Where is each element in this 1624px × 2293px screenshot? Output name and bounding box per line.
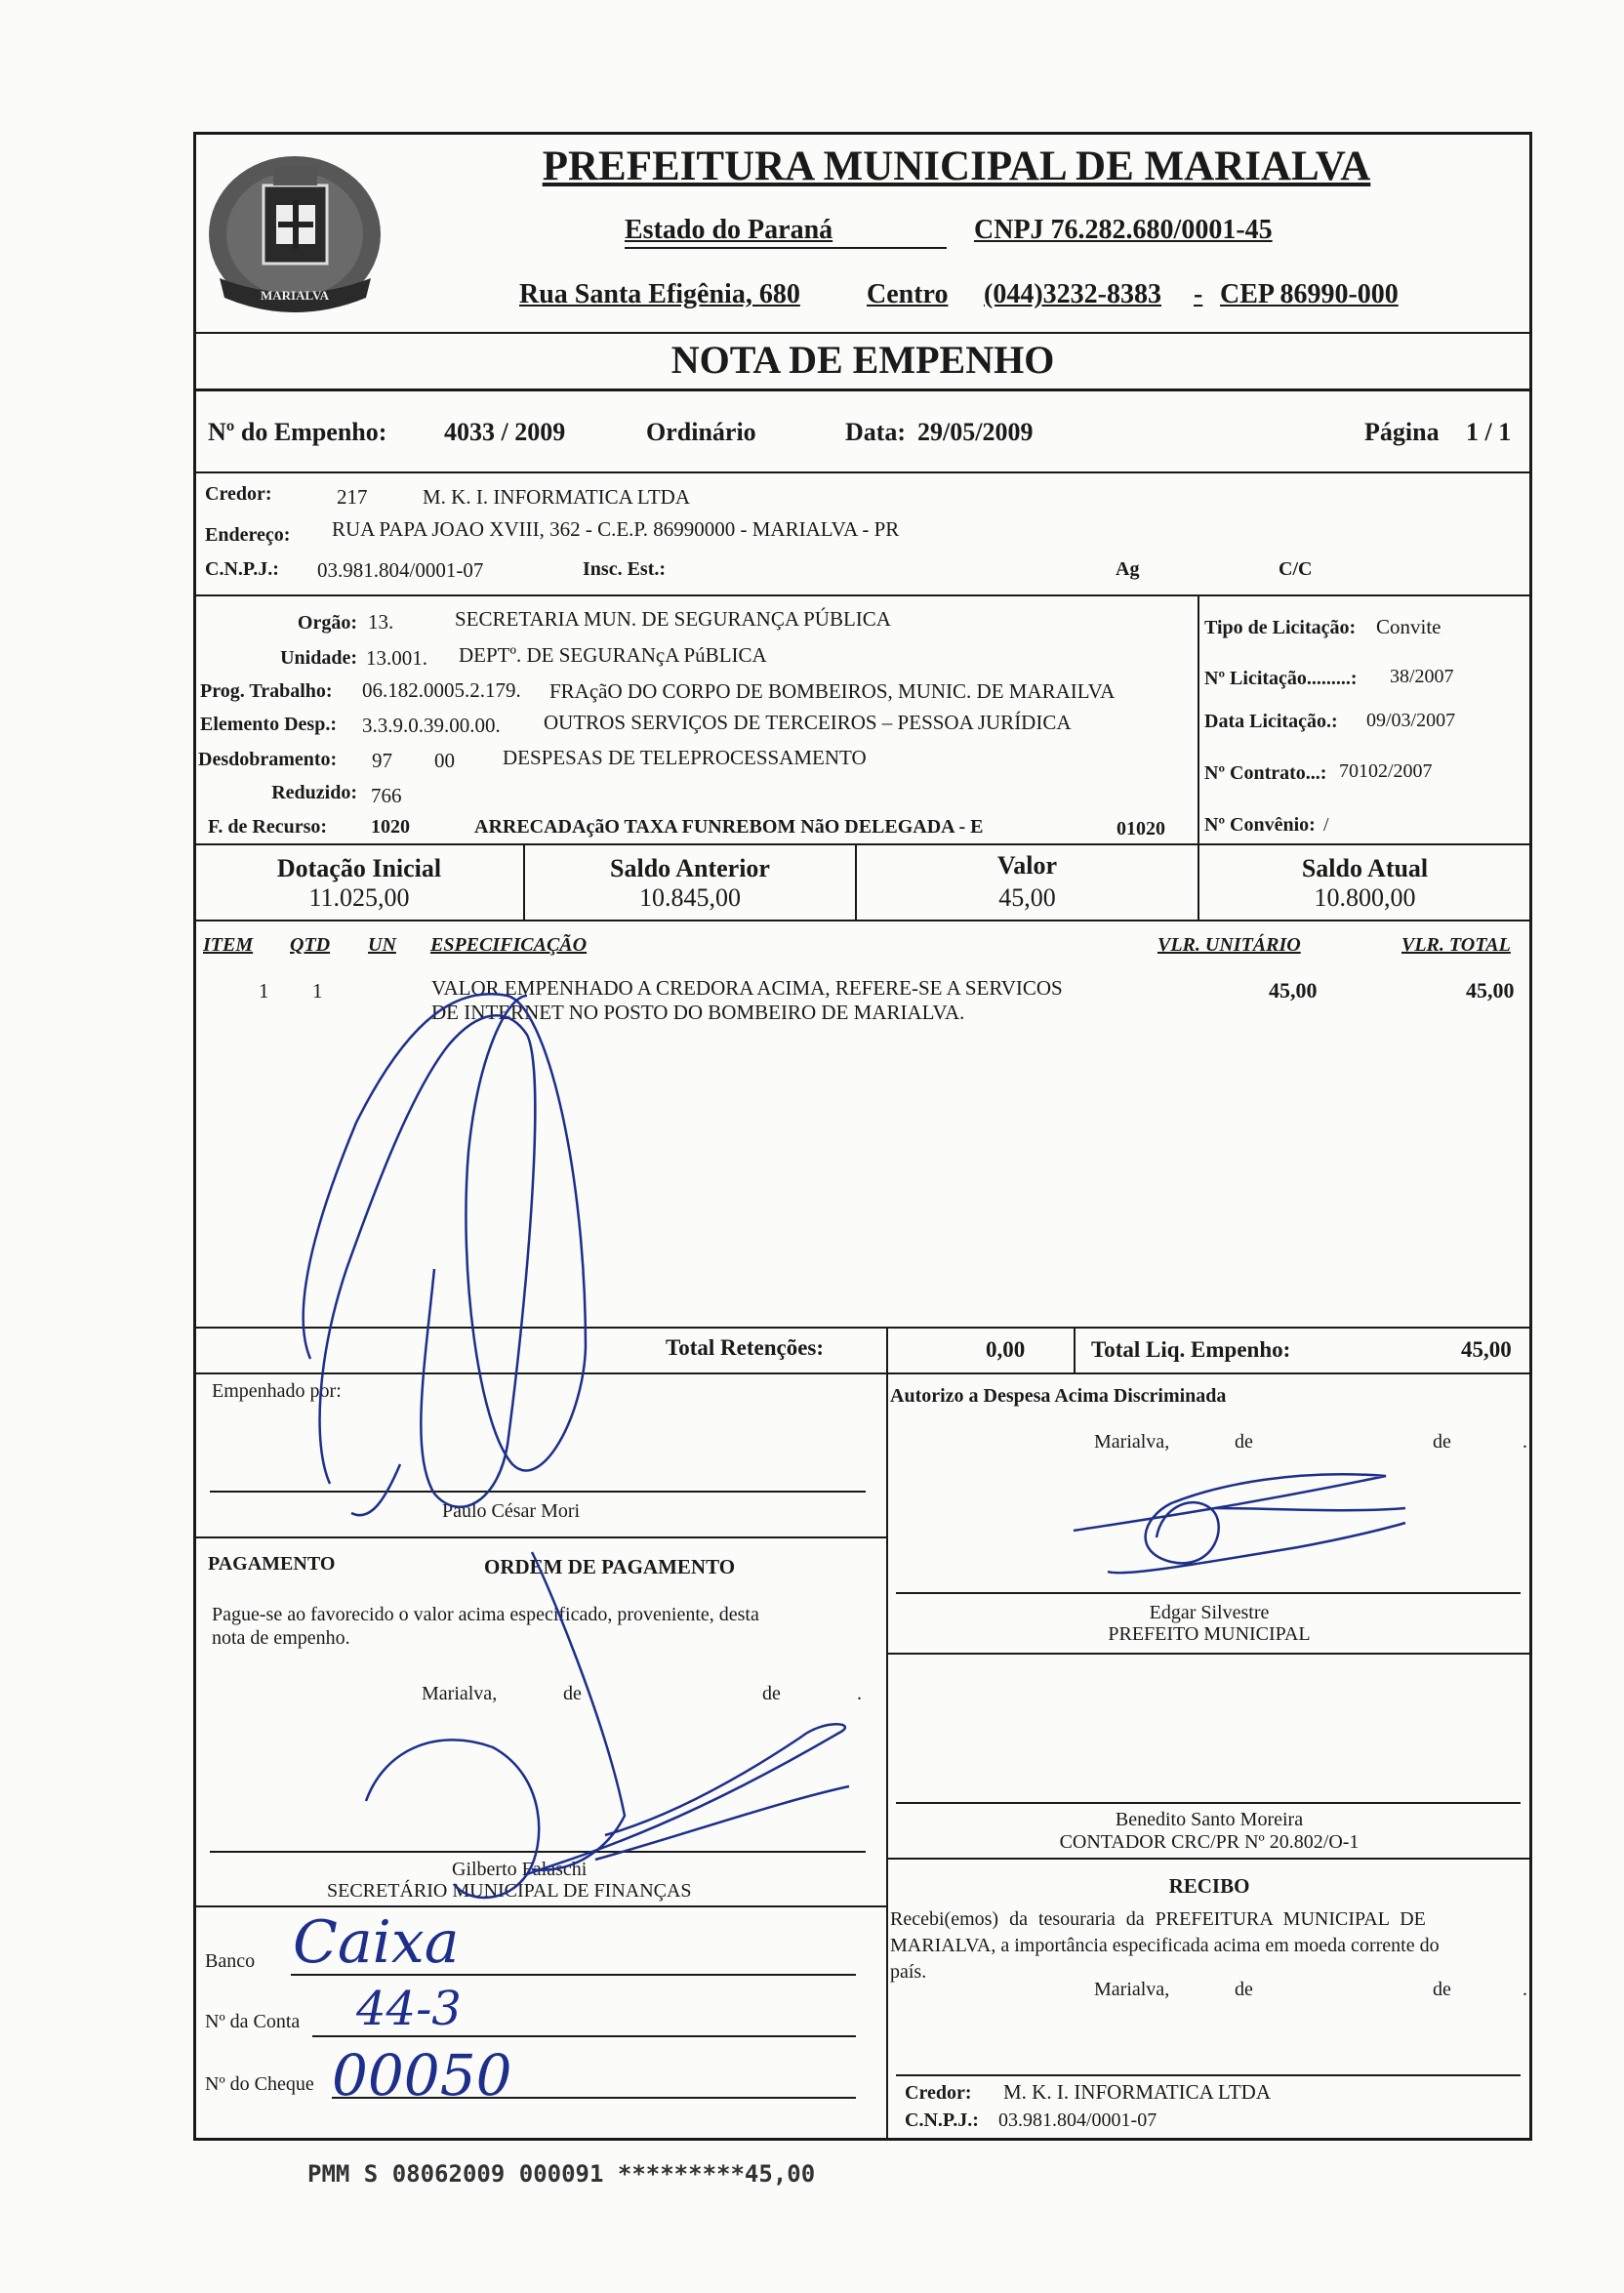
valor-label: Valor [996, 851, 1058, 880]
secretario-title: SECRETÁRIO MUNICIPAL DE FINANÇAS [327, 1880, 692, 1902]
recibo-cnpj-value: 03.981.804/0001-07 [998, 2109, 1157, 2131]
document-type-title: NOTA DE EMPENHO [670, 338, 1055, 382]
header-phone: (044)3232-8383 [984, 279, 1161, 309]
column-header-total-value: VLR. TOTAL [1401, 934, 1511, 956]
cnpj-label: C.N.P.J.: [205, 558, 279, 580]
divider-vertical [1074, 1327, 1076, 1372]
autorizo-city: Marialva, [1094, 1431, 1170, 1453]
header-cep: CEP 86990-000 [1220, 279, 1399, 309]
contrato-value: 70102/2007 [1339, 760, 1433, 782]
valor-value: 45,00 [998, 883, 1056, 912]
dotacao-value: 11.025,00 [308, 883, 410, 912]
recibo-credor-label: Credor: [905, 2082, 972, 2104]
divider-vertical [1198, 594, 1199, 843]
payment-stamp: PMM S 08062009 000091 *********45,00 [307, 2160, 816, 2188]
convenio-value: / [1323, 814, 1329, 836]
credor-name: M. K. I. INFORMATICA LTDA [423, 485, 690, 509]
state-underline [625, 247, 947, 249]
divider [195, 1536, 886, 1538]
signature-line [896, 1592, 1521, 1594]
header-cnpj: CNPJ 76.282.680/0001-45 [974, 215, 1273, 245]
autorizo-de-2: de [1433, 1431, 1451, 1453]
tipo-licitacao-label: Tipo de Licitação: [1204, 617, 1357, 638]
total-liquido-label: Total Liq. Empenho: [1091, 1337, 1291, 1362]
tipo-licitacao-value: Convite [1376, 615, 1441, 638]
item-number: 1 [259, 979, 269, 1003]
saldo-atual-value: 10.800,00 [1314, 883, 1416, 912]
signature-line [210, 1851, 866, 1853]
saldo-anterior-value: 10.845,00 [639, 883, 741, 912]
address-label: Endereço: [205, 524, 291, 546]
insc-est-label: Insc. Est.: [583, 558, 667, 580]
orgao-desc: SECRETARIA MUN. DE SEGURANÇA PÚBLICA [455, 607, 891, 631]
ordem-date-dot: . [857, 1683, 862, 1704]
elemento-label: Elemento Desp.: [200, 714, 337, 735]
autorizo-date-dot: . [1522, 1431, 1527, 1453]
pague-text-line-1: Pague-se ao favorecido o valor acima especificado, proveniente, desta [212, 1604, 759, 1625]
ordem-pagamento-heading: ORDEM DE PAGAMENTO [484, 1555, 736, 1578]
item-spec-line-1: VALOR EMPENHADO A CREDORA ACIMA, REFERE-SE A SERVICOS [431, 976, 1063, 1000]
reduzido-label: Reduzido: [271, 782, 357, 803]
state-name: Estado do Paraná [625, 215, 833, 245]
divider [195, 843, 1530, 845]
data-licitacao-label: Data Licitação.: [1204, 711, 1338, 732]
reduzido-value: 766 [371, 784, 402, 807]
divider-vertical [886, 1372, 888, 2141]
total-liquido-value: 45,00 [1461, 1337, 1512, 1362]
licitacao-number: 38/2007 [1390, 666, 1454, 687]
desdobramento-subcode: 00 [434, 749, 455, 772]
item-total-value: 45,00 [1466, 978, 1515, 1003]
convenio-label: Nº Convênio: [1204, 814, 1316, 836]
signature-line [896, 2074, 1521, 2076]
recurso-code-2: 01020 [1116, 818, 1165, 839]
prog-trabalho-code: 06.182.0005.2.179. [362, 678, 521, 702]
divider [886, 1858, 1530, 1860]
prog-trabalho-label: Prog. Trabalho: [200, 680, 333, 702]
column-header-spec: ESPECIFICAÇÃO [430, 934, 588, 956]
secretario-name: Gilberto Falaschi [452, 1859, 588, 1880]
item-spec-line-2: DE INTERNET NO POSTO DO BOMBEIRO DE MARIALVA. [431, 1001, 965, 1024]
prefeito-title: PREFEITO MUNICIPAL [1108, 1623, 1311, 1645]
recibo-de-1: de [1235, 1979, 1253, 2000]
signature-line [896, 1802, 1521, 1804]
page-label: Página [1364, 418, 1440, 446]
recibo-credor-name: M. K. I. INFORMATICA LTDA [1003, 2080, 1271, 2104]
recibo-text-line-3: país. [890, 1961, 927, 1983]
divider [195, 332, 1530, 334]
recibo-date-dot: . [1522, 1979, 1527, 2000]
desdobramento-desc: DESPESAS DE TELEPROCESSAMENTO [503, 746, 867, 769]
autorizo-text: Autorizo a Despesa Acima Discriminada [890, 1385, 1227, 1407]
divider [195, 1372, 1530, 1374]
crest-banner-text: MARIALVA [261, 288, 330, 303]
retencoes-value: 0,00 [986, 1337, 1026, 1362]
recibo-text-line-2: MARIALVA, a importância especificada acima em moeda corrente do [890, 1935, 1440, 1956]
recibo-text-line-1: Recebi(emos) da tesouraria da PREFEITURA MUNICIPAL DE [890, 1908, 1426, 1930]
conta-handwritten: 44-3 [356, 1982, 462, 2036]
ordem-city: Marialva, [422, 1683, 498, 1704]
ag-label: Ag [1116, 558, 1140, 580]
empenhado-label: Empenhado por: [212, 1380, 342, 1402]
recibo-cnpj-label: C.N.P.J.: [905, 2109, 979, 2131]
contador-title: CONTADOR CRC/PR Nº 20.802/O-1 [1059, 1831, 1360, 1853]
column-header-qtd: QTD [290, 934, 331, 956]
signature-line [210, 1491, 866, 1493]
ordem-de-2: de [762, 1683, 781, 1704]
banco-label: Banco [205, 1950, 256, 1972]
divider [195, 1327, 1530, 1329]
recibo-city: Marialva, [1094, 1979, 1170, 2000]
header-address: Rua Santa Efigênia, 680 [519, 279, 800, 309]
divider [195, 389, 1530, 391]
divider [195, 471, 1530, 473]
page-title: PREFEITURA MUNICIPAL DE MARIALVA [542, 143, 1371, 189]
divider [886, 1653, 1530, 1655]
empenho-number-label: Nº do Empenho: [208, 418, 387, 446]
unidade-desc: DEPTº. DE SEGURANçA PúBLICA [459, 643, 767, 667]
cc-label: C/C [1279, 558, 1313, 580]
data-licitacao-value: 09/03/2007 [1366, 710, 1456, 731]
recibo-de-2: de [1433, 1979, 1451, 2000]
divider-vertical [886, 1327, 888, 1372]
elemento-code: 3.3.9.0.39.00.00. [362, 714, 501, 737]
divider [195, 920, 1530, 921]
contador-name: Benedito Santo Moreira [1115, 1809, 1304, 1830]
elemento-desc: OUTROS SERVIÇOS DE TERCEIROS – PESSOA JURÍDICA [544, 711, 1072, 734]
unidade-label: Unidade: [280, 647, 357, 669]
empenho-date-label: Data: [845, 418, 907, 446]
banco-handwritten: Caixa [293, 1908, 460, 1977]
empenho-type: Ordinário [646, 418, 756, 446]
saldo-anterior-label: Saldo Anterior [610, 854, 770, 882]
conta-label: Nº da Conta [205, 2011, 301, 2032]
credor-cnpj: 03.981.804/0001-07 [317, 558, 484, 582]
unidade-code: 13.001. [366, 646, 427, 670]
column-header-item: ITEM [203, 934, 254, 956]
pague-text-line-2: nota de empenho. [212, 1627, 350, 1649]
header-district: Centro [867, 279, 949, 309]
saldo-atual-label: Saldo Atual [1301, 854, 1429, 882]
recurso-desc: ARRECADAçãO TAXA FUNREBOM NãO DELEGADA - E [474, 816, 984, 838]
autorizo-de-1: de [1235, 1431, 1253, 1453]
cheque-handwritten: 00050 [332, 2042, 512, 2109]
prefeito-name: Edgar Silvestre [1149, 1602, 1270, 1623]
divider [195, 1905, 886, 1907]
ordem-de-1: de [563, 1683, 582, 1704]
retencoes-label: Total Retenções: [666, 1335, 825, 1360]
divider [195, 594, 1530, 596]
page-number: 1 / 1 [1466, 418, 1512, 446]
empenho-number: 4033 / 2009 [444, 418, 566, 446]
credor-code: 217 [337, 485, 368, 509]
item-unit-value: 45,00 [1269, 978, 1318, 1003]
item-qtd: 1 [312, 979, 323, 1003]
column-header-unit-value: VLR. UNITÁRIO [1157, 934, 1301, 956]
credor-label: Credor: [205, 483, 272, 505]
empenhado-name: Paulo César Mori [442, 1500, 581, 1522]
licitacao-number-label: Nº Licitação.........: [1204, 668, 1358, 689]
municipal-crest [200, 142, 390, 327]
recibo-heading: RECIBO [1168, 1874, 1250, 1898]
header-cep-separator: - [1194, 279, 1203, 309]
empenho-date: 29/05/2009 [917, 418, 1034, 446]
recurso-code: 1020 [371, 816, 410, 838]
orgao-code: 13. [368, 610, 394, 634]
dotacao-label: Dotação Inicial [276, 854, 442, 882]
desdobramento-label: Desdobramento: [198, 749, 338, 770]
cheque-label: Nº do Cheque [205, 2073, 314, 2095]
prog-trabalho-desc: FRAçãO DO CORPO DE BOMBEIROS, MUNIC. DE MARAILVA [549, 679, 1116, 703]
desdobramento-code: 97 [372, 749, 392, 772]
recurso-label: F. de Recurso: [208, 816, 328, 838]
contrato-label: Nº Contrato...: [1204, 762, 1327, 784]
orgao-label: Orgão: [297, 612, 357, 634]
credor-address: RUA PAPA JOAO XVIII, 362 - C.E.P. 86990000 - MARIALVA - PR [332, 517, 900, 541]
column-header-un: UN [368, 934, 396, 956]
pagamento-heading: PAGAMENTO [208, 1553, 336, 1575]
